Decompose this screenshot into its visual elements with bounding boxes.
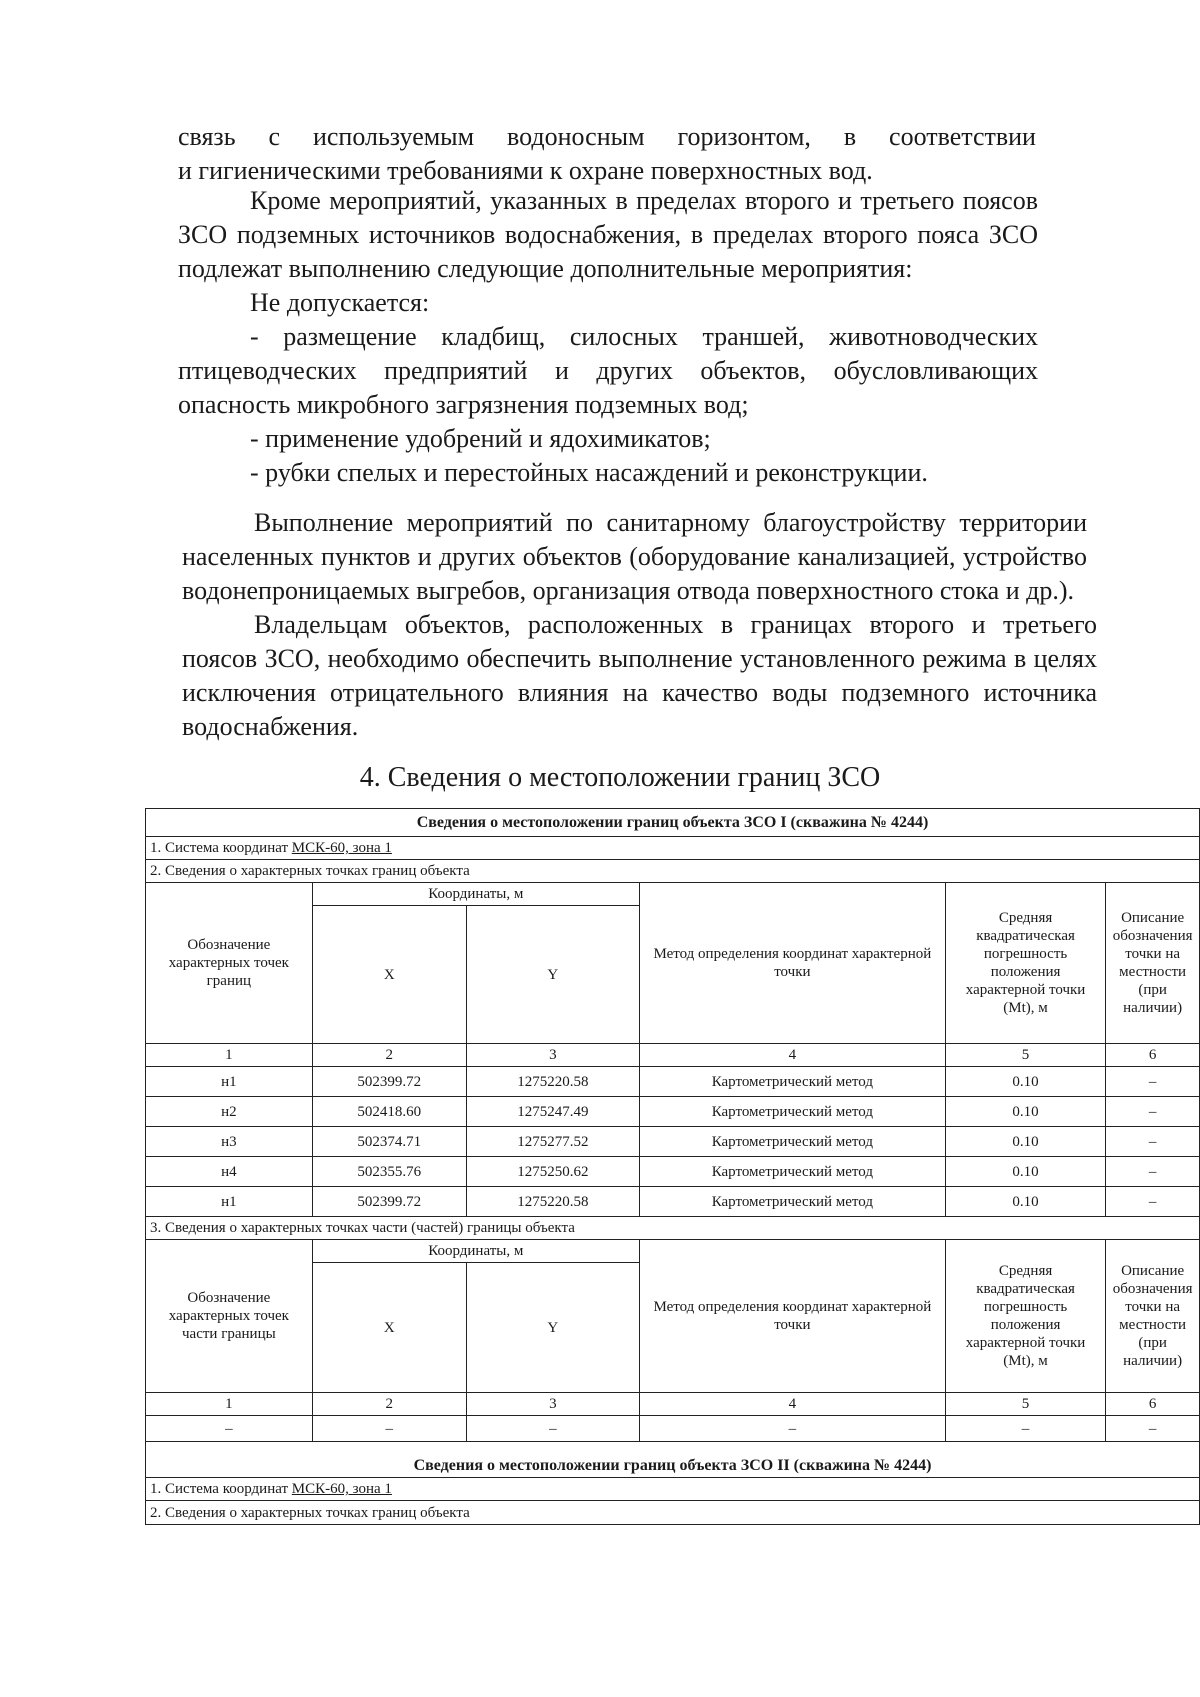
cell-method: Картометрический метод	[639, 1067, 945, 1097]
header-method: Метод определения координат характерной точки	[639, 883, 945, 1044]
paragraph-text: Кроме мероприятий, указанных в пределах второго и третьего поясов ЗСО подземных источников водоснабжения, в пределах второго пояса ЗСО подлежат выполнению следующие дополнительные мероприятия:	[178, 186, 1038, 283]
header-row-1	[146, 883, 1200, 906]
cell-x: 502355.76	[312, 1157, 466, 1187]
part-heading: 3. Сведения о характерных точках части (частей) границы объекта	[146, 1217, 1200, 1240]
col-number: 3	[466, 1393, 639, 1416]
header-x: X	[312, 906, 466, 1044]
table-row	[146, 1157, 1200, 1187]
cell-point: н1	[146, 1187, 313, 1217]
cell-desc: –	[1106, 1157, 1200, 1187]
col-number: 1	[146, 1393, 313, 1416]
col-number: 3	[466, 1044, 639, 1067]
col-number: 2	[312, 1044, 466, 1067]
col-number: 5	[945, 1393, 1105, 1416]
word: соответствии	[889, 122, 1036, 151]
header-designation: Обозначение характерных точек границ	[146, 883, 313, 1044]
cell-error: 0.10	[945, 1067, 1105, 1097]
col-number: 6	[1106, 1393, 1200, 1416]
cell-y: 1275220.58	[466, 1067, 639, 1097]
header-y: Y	[466, 906, 639, 1044]
list-item: - рубки спелых и перестойных насаждений и реконструкции.	[250, 458, 928, 487]
cell-error: 0.10	[945, 1157, 1105, 1187]
word: связь	[178, 122, 236, 151]
table-title-row	[146, 809, 1200, 837]
col-number: 1	[146, 1044, 313, 1067]
cell-x: –	[312, 1416, 466, 1442]
cell-point: н3	[146, 1127, 313, 1157]
part-header-y: Y	[466, 1263, 639, 1393]
word: с	[268, 122, 281, 151]
list-item: - размещение кладбищ, силосных траншей, животноводческих птицеводческих предприятий и других объектов, обусловливающих опасность микробного загрязнения подземных вод;	[178, 322, 1038, 419]
cell-y: 1275277.52	[466, 1127, 639, 1157]
table-row	[146, 1187, 1200, 1217]
points-heading-row	[146, 860, 1200, 883]
part-col-number-row	[146, 1393, 1200, 1416]
table-row	[146, 1127, 1200, 1157]
part-header-method: Метод определения координат характерной точки	[639, 1240, 945, 1393]
col-number-row	[146, 1044, 1200, 1067]
coord-system-label: 1. Система координат	[150, 1481, 292, 1497]
cell-desc: –	[1106, 1127, 1200, 1157]
coord-system-value: МСК-60, зона 1	[291, 840, 392, 856]
word: водоносным	[507, 122, 645, 151]
cell-y: 1275220.58	[466, 1187, 639, 1217]
header-description: Описание обозначения точки на местности (при наличии)	[1106, 883, 1200, 1044]
list-heading: Не допускается:	[250, 288, 430, 317]
table2-coord-system	[146, 1478, 1200, 1501]
cell-x: 502418.60	[312, 1097, 466, 1127]
cell-y: 1275250.62	[466, 1157, 639, 1187]
paragraph-measures	[178, 184, 1038, 286]
coord-system-value: МСК-60, зона 1	[291, 1481, 392, 1497]
cell-point: н1	[146, 1067, 313, 1097]
spread-line	[178, 120, 1036, 154]
part-header-row-1	[146, 1240, 1200, 1263]
paragraph-text: Выполнение мероприятий по санитарному благоустройству территории населенных пунктов и других объектов (оборудование канализацией, устройство водонепроницаемых выгребов, организация отвода поверхностного стока и др.).	[182, 508, 1087, 605]
cell-error: –	[945, 1416, 1105, 1442]
cell-method: –	[639, 1416, 945, 1442]
section-title: 4. Сведения о местоположении границ ЗСО	[359, 762, 881, 793]
cell-x: 502399.72	[312, 1067, 466, 1097]
list-item: - применение удобрений и ядохимикатов;	[250, 424, 711, 453]
paragraph-owners	[182, 608, 1097, 744]
col-number: 2	[312, 1393, 466, 1416]
list-not-allowed	[178, 286, 1038, 490]
table2-title-row	[146, 1442, 1200, 1478]
table-row	[146, 1067, 1200, 1097]
cell-point: н2	[146, 1097, 313, 1127]
col-number: 4	[639, 1044, 945, 1067]
table2-title: Сведения о местоположении границ объекта ЗСО II (скважина № 4244)	[146, 1442, 1200, 1478]
coord-system-label: 1. Система координат	[150, 840, 292, 856]
table-row	[146, 1097, 1200, 1127]
part-header-coords: Координаты, м	[312, 1240, 639, 1263]
coord-system	[146, 837, 1200, 860]
cell-method: Картометрический метод	[639, 1127, 945, 1157]
word: используемым	[312, 122, 475, 151]
cell-desc: –	[1106, 1187, 1200, 1217]
part-header-error: Средняя квадратическая погрешность положения характерной точки (Mt), м	[945, 1240, 1105, 1393]
cell-error: 0.10	[945, 1127, 1105, 1157]
points-heading: 2. Сведения о характерных точках границ объекта	[146, 860, 1200, 883]
cell-desc: –	[1106, 1416, 1200, 1442]
paragraph-improvement	[182, 506, 1087, 608]
cell-y: –	[466, 1416, 639, 1442]
cell-method: Картометрический метод	[639, 1157, 945, 1187]
table2-coord-system-row	[146, 1478, 1200, 1501]
table-row	[146, 1416, 1200, 1442]
part-header-x: X	[312, 1263, 466, 1393]
cell-x: 502399.72	[312, 1187, 466, 1217]
table2-points-heading-row	[146, 1501, 1200, 1525]
header-error: Средняя квадратическая погрешность положения характерной точки (Mt), м	[945, 883, 1105, 1044]
word: в	[843, 122, 857, 151]
cell-point: –	[146, 1416, 313, 1442]
coord-system-row	[146, 837, 1200, 860]
cell-point: н4	[146, 1157, 313, 1187]
cell-method: Картометрический метод	[639, 1187, 945, 1217]
cell-x: 502374.71	[312, 1127, 466, 1157]
header-coords: Координаты, м	[312, 883, 639, 906]
table2-points-heading: 2. Сведения о характерных точках границ объекта	[146, 1501, 1200, 1525]
paragraph-text: Владельцам объектов, расположенных в границах второго и третьего поясов ЗСО, необходимо обеспечить выполнение установленного режима в целях исключения отрицательного влияния на качество воды подземного источника водоснабжения.	[182, 610, 1097, 741]
col-number: 5	[945, 1044, 1105, 1067]
col-number: 6	[1106, 1044, 1200, 1067]
cell-error: 0.10	[945, 1097, 1105, 1127]
col-number: 4	[639, 1393, 945, 1416]
cell-method: Картометрический метод	[639, 1097, 945, 1127]
part-heading-row	[146, 1217, 1200, 1240]
word: горизонтом,	[677, 122, 811, 151]
cell-error: 0.10	[945, 1187, 1105, 1217]
paragraph-line: и гигиеническими требованиями к охране поверхностных вод.	[178, 156, 873, 185]
cell-y: 1275247.49	[466, 1097, 639, 1127]
paragraph-continuation	[178, 120, 1128, 188]
zso-table-1	[145, 808, 1200, 1525]
cell-desc: –	[1106, 1097, 1200, 1127]
part-header-description: Описание обозначения точки на местности (при наличии)	[1106, 1240, 1200, 1393]
part-header-designation: Обозначение характерных точек части границы	[146, 1240, 313, 1393]
cell-desc: –	[1106, 1067, 1200, 1097]
table-title: Сведения о местоположении границ объекта ЗСО I (скважина № 4244)	[146, 809, 1200, 837]
